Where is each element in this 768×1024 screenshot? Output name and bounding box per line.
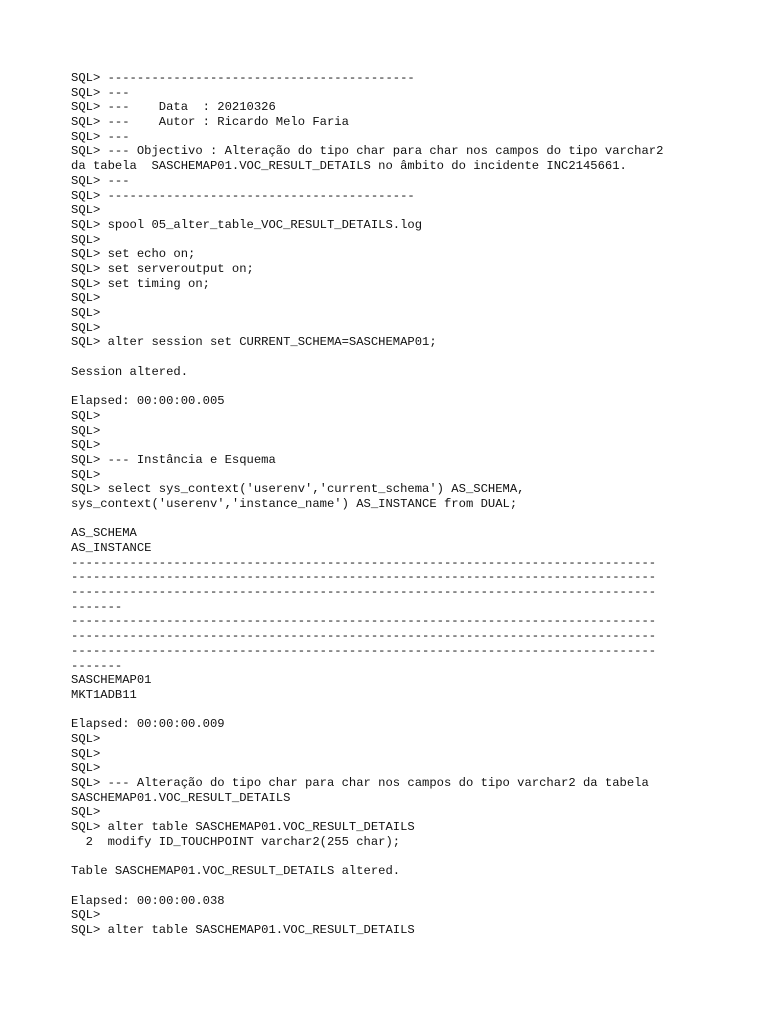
- log-line: SQL>: [71, 467, 101, 482]
- log-line: SQL> set timing on;: [71, 276, 210, 291]
- log-line: sys_context('userenv','instance_name') AS_INSTANCE from DUAL;: [71, 496, 518, 511]
- log-line: SQL> ---: [71, 85, 130, 100]
- log-line: SQL> select sys_context('userenv','current_schema') AS_SCHEMA,: [71, 482, 525, 497]
- log-line: [71, 350, 711, 365]
- log-line: -------: [71, 599, 123, 614]
- log-line: Session altered.: [71, 364, 189, 379]
- log-line: --------------------------------------------------------------------------------: [71, 585, 657, 600]
- log-line: SQL>: [71, 438, 101, 453]
- log-line: SQL>: [71, 320, 101, 335]
- log-line: --------------------------------------------------------------------------------: [71, 555, 657, 570]
- log-line: SQL>: [71, 746, 101, 761]
- log-line: SQL> --- Data : 20210326: [71, 100, 276, 115]
- log-line: SQL> --- Objectivo : Alteração do tipo char para char nos campos do tipo varchar2: [71, 144, 664, 159]
- log-line: -------: [71, 658, 123, 673]
- log-line: SQL>: [71, 291, 101, 306]
- log-line: SASCHEMAP01.VOC_RESULT_DETAILS: [71, 790, 291, 805]
- log-line: SQL> set echo on;: [71, 247, 196, 262]
- sql-log-page: [71, 71, 711, 938]
- log-line: --------------------------------------------------------------------------------: [71, 570, 657, 585]
- log-line: SQL> --- Alteração do tipo char para char nos campos do tipo varchar2 da tabela: [71, 776, 649, 790]
- log-line: SQL>: [71, 805, 101, 820]
- log-line: SQL> ---: [71, 129, 130, 144]
- log-line: --------------------------------------------------------------------------------: [71, 643, 657, 658]
- log-line: SQL> --- Autor : Ricardo Melo Faria: [71, 115, 349, 130]
- log-line: --------------------------------------------------------------------------------: [71, 614, 657, 629]
- log-line: SQL> ------------------------------------------: [71, 71, 415, 85]
- log-line: SQL> ------------------------------------------: [71, 188, 415, 203]
- log-line: [71, 879, 711, 894]
- log-line: SQL> ---: [71, 173, 130, 188]
- log-line: [71, 703, 711, 718]
- log-line: SQL> alter table SASCHEMAP01.VOC_RESULT_DETAILS: [71, 922, 415, 937]
- log-line: [71, 849, 711, 864]
- log-line: AS_SCHEMA: [71, 526, 137, 541]
- log-line: Elapsed: 00:00:00.005: [71, 394, 225, 409]
- log-line: SQL>: [71, 908, 101, 923]
- log-line: SASCHEMAP01: [71, 673, 152, 688]
- log-line: da tabela SASCHEMAP01.VOC_RESULT_DETAILS no âmbito do incidente INC2145661.: [71, 159, 627, 174]
- log-line: [71, 379, 711, 394]
- log-line: SQL>: [71, 232, 101, 247]
- log-line: Table SASCHEMAP01.VOC_RESULT_DETAILS altered.: [71, 864, 401, 879]
- log-line: SQL> --- Instância e Esquema: [71, 452, 276, 467]
- log-line: SQL>: [71, 423, 101, 438]
- log-line: SQL>: [71, 761, 101, 776]
- log-line: SQL>: [71, 306, 101, 320]
- log-line: SQL> set serveroutput on;: [71, 261, 254, 276]
- log-line: SQL> spool 05_alter_table_VOC_RESULT_DETAILS.log: [71, 217, 423, 232]
- log-line: Elapsed: 00:00:00.009: [71, 717, 225, 732]
- log-line: SQL>: [71, 408, 101, 423]
- log-line: SQL>: [71, 203, 101, 218]
- log-line: [71, 512, 711, 527]
- log-line: 2 modify ID_TOUCHPOINT varchar2(255 char);: [71, 834, 401, 849]
- log-line: SQL>: [71, 731, 101, 746]
- log-line: Elapsed: 00:00:00.038: [71, 893, 225, 908]
- log-line: --------------------------------------------------------------------------------: [71, 629, 657, 644]
- log-line: SQL> alter session set CURRENT_SCHEMA=SASCHEMAP01;: [71, 335, 437, 350]
- log-line: SQL> alter table SASCHEMAP01.VOC_RESULT_DETAILS: [71, 820, 415, 835]
- log-line: AS_INSTANCE: [71, 541, 152, 555]
- log-line: MKT1ADB11: [71, 687, 137, 702]
